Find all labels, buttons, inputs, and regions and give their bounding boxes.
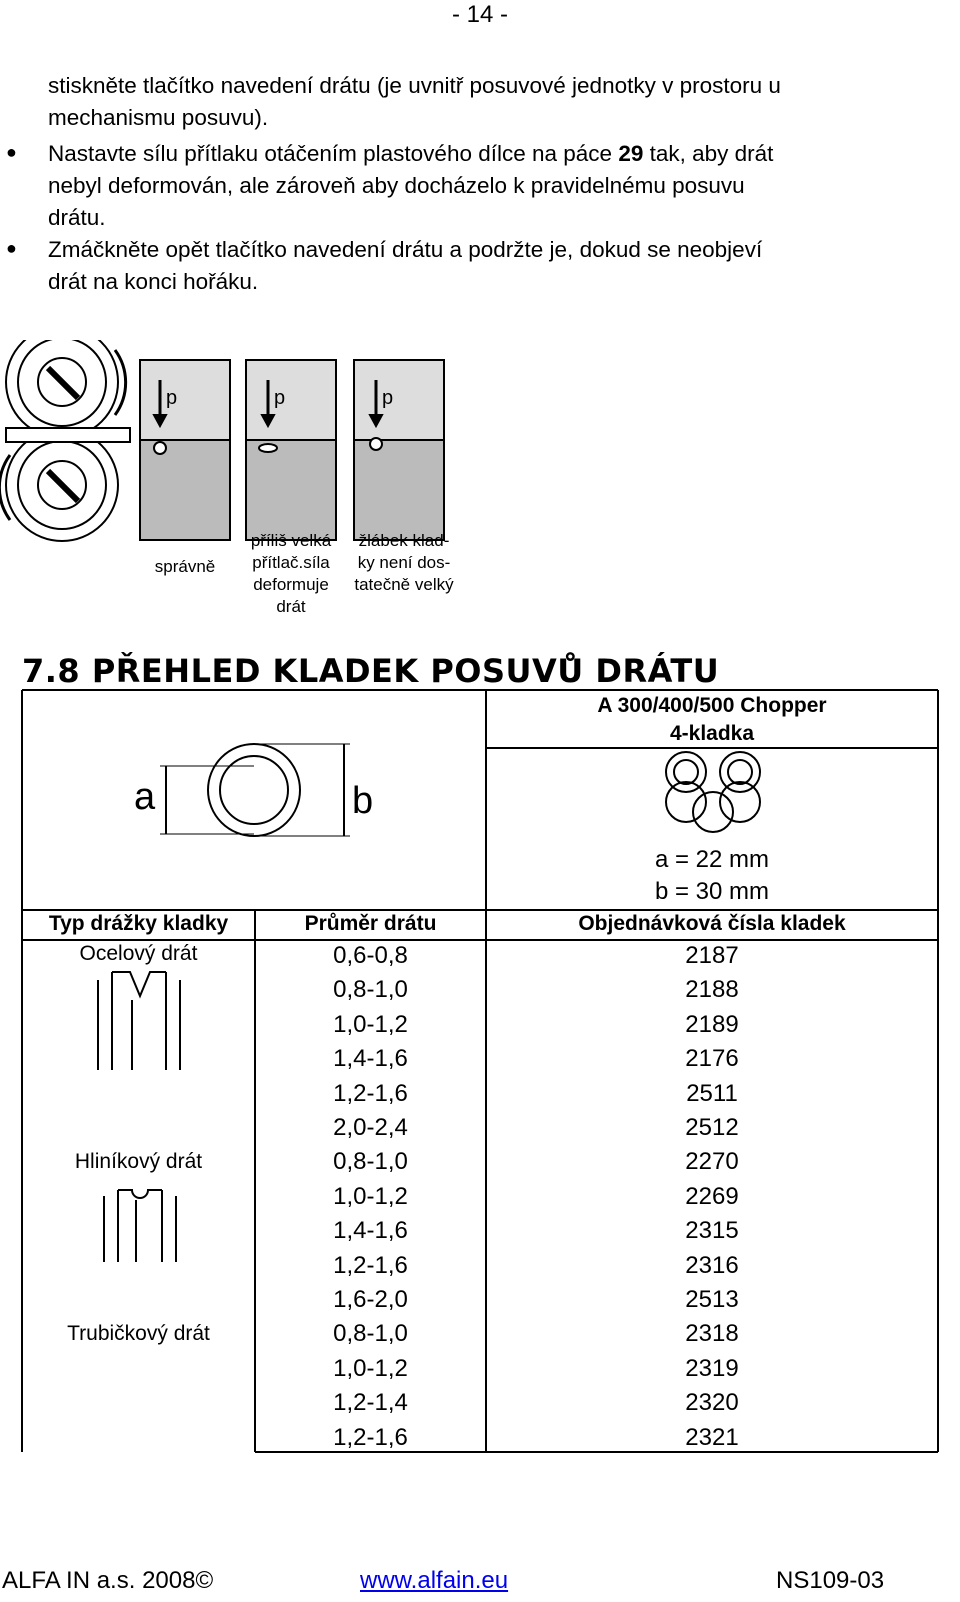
group-type-steel: Ocelový drát xyxy=(79,942,198,965)
order-number-cell: 2319 xyxy=(685,1354,739,1382)
steel-groove-icon xyxy=(98,972,180,1070)
bullet-line: drát na konci hořáku. xyxy=(48,269,259,294)
label-small-groove: žlábek klad- ky není dos- tatečně velký xyxy=(354,531,454,594)
group-type-flux: Trubičkový drát xyxy=(67,1322,210,1345)
label-too-much: příliš velká přítlač.síla deformuje drát xyxy=(250,531,332,616)
roller-dimension-drawing xyxy=(160,744,350,836)
order-number-cell: 2270 xyxy=(685,1148,739,1176)
order-number-cell: 2512 xyxy=(685,1114,739,1141)
group-type-aluminium: Hliníkový drát xyxy=(74,1150,203,1173)
wire-diameter-cell: 0,8-1,0 xyxy=(333,1320,408,1348)
intro-line: stiskněte tlačítko navedení drátu (je uvnitř posuvové jednotky v prostoru u xyxy=(48,73,781,98)
dim-a-value: a = 22 mm xyxy=(654,846,770,873)
dim-b-value: b = 30 mm xyxy=(654,878,770,905)
order-number-cell: 2513 xyxy=(685,1286,739,1313)
wire-diameter-cell: 1,6-2,0 xyxy=(333,1286,408,1313)
wire-diameter-cell: 1,2-1,4 xyxy=(333,1389,408,1417)
bullet-dot: ● xyxy=(6,238,17,258)
intro-line: mechanismu posuvu). xyxy=(48,105,269,130)
aluminium-groove-icon xyxy=(104,1190,176,1262)
footer-doc-id: NS109-03 xyxy=(776,1567,885,1594)
wire-diameter-cell: 1,4-1,6 xyxy=(333,1217,408,1245)
wire-diameter-cell: 1,0-1,2 xyxy=(333,1010,408,1038)
order-number-cell: 2188 xyxy=(685,976,739,1004)
order-number-cell: 2315 xyxy=(685,1217,739,1245)
order-number-cell: 2316 xyxy=(685,1251,739,1279)
order-number-cell: 2187 xyxy=(685,942,739,969)
header-order-numbers: Objednávková čísla kladek xyxy=(578,912,846,935)
header-groove-type: Typ drážky kladky xyxy=(48,912,229,935)
order-number-cell: 2269 xyxy=(685,1182,739,1210)
wire-diameter-cell: 1,2-1,6 xyxy=(333,1251,408,1279)
dim-b-label: b xyxy=(352,780,374,822)
p-label: p xyxy=(274,387,286,409)
order-number-cell: 2318 xyxy=(685,1320,739,1348)
header-wire-diameter: Průměr drátu xyxy=(304,912,437,935)
order-number-cell: 2511 xyxy=(686,1079,738,1107)
bullet-line: Zmáčkněte opět tlačítko navedení drátu a podržte je, dokud se neobjeví xyxy=(48,237,763,262)
bullet-dot: ● xyxy=(6,142,17,162)
roller-count-label: 4-kladka xyxy=(669,722,755,745)
bullet-line: drátu. xyxy=(48,205,106,230)
order-number-cell: 2320 xyxy=(685,1389,739,1417)
page-number: - 14 - xyxy=(451,1,508,28)
model-label: A 300/400/500 Chopper xyxy=(597,694,827,717)
wire-diameter-cell: 1,4-1,6 xyxy=(333,1045,408,1073)
four-roller-icon xyxy=(666,752,760,832)
wire-diameter-cell: 1,0-1,2 xyxy=(333,1182,408,1210)
order-number-cell: 2176 xyxy=(685,1045,739,1073)
p-label: p xyxy=(166,387,178,409)
wire-diameter-cell: 0,8-1,0 xyxy=(333,976,408,1004)
bullet-line: nebyl deformován, ale zároveň aby docházelo k pravidelnému posuvu xyxy=(48,173,745,198)
wire-diameter-cell: 0,8-1,0 xyxy=(333,1148,408,1176)
wire-diameter-cell: 1,2-1,6 xyxy=(333,1079,408,1107)
footer-website-link[interactable]: www.alfain.eu xyxy=(360,1567,509,1594)
p-label: p xyxy=(382,387,394,409)
wire-diameter-cell: 1,2-1,6 xyxy=(333,1423,408,1451)
wire-diameter-cell: 1,0-1,2 xyxy=(333,1354,408,1382)
order-number-cell: 2321 xyxy=(685,1423,739,1451)
order-number-cell: 2189 xyxy=(685,1010,739,1038)
dim-a-label: a xyxy=(134,776,156,818)
footer-company: ALFA IN a.s. 2008© xyxy=(2,1567,214,1594)
wire-diameter-cell: 2,0-2,4 xyxy=(333,1114,408,1141)
label-correct: správně xyxy=(154,557,216,576)
section-heading: 7.8 PŘEHLED KLADEK POSUVŮ DRÁTU xyxy=(22,652,720,690)
wire-diameter-cell: 0,6-0,8 xyxy=(333,942,408,969)
bullet-line: Nastavte sílu přítlaku otáčením plastového dílce na páce 29 tak, aby drát xyxy=(48,141,774,166)
